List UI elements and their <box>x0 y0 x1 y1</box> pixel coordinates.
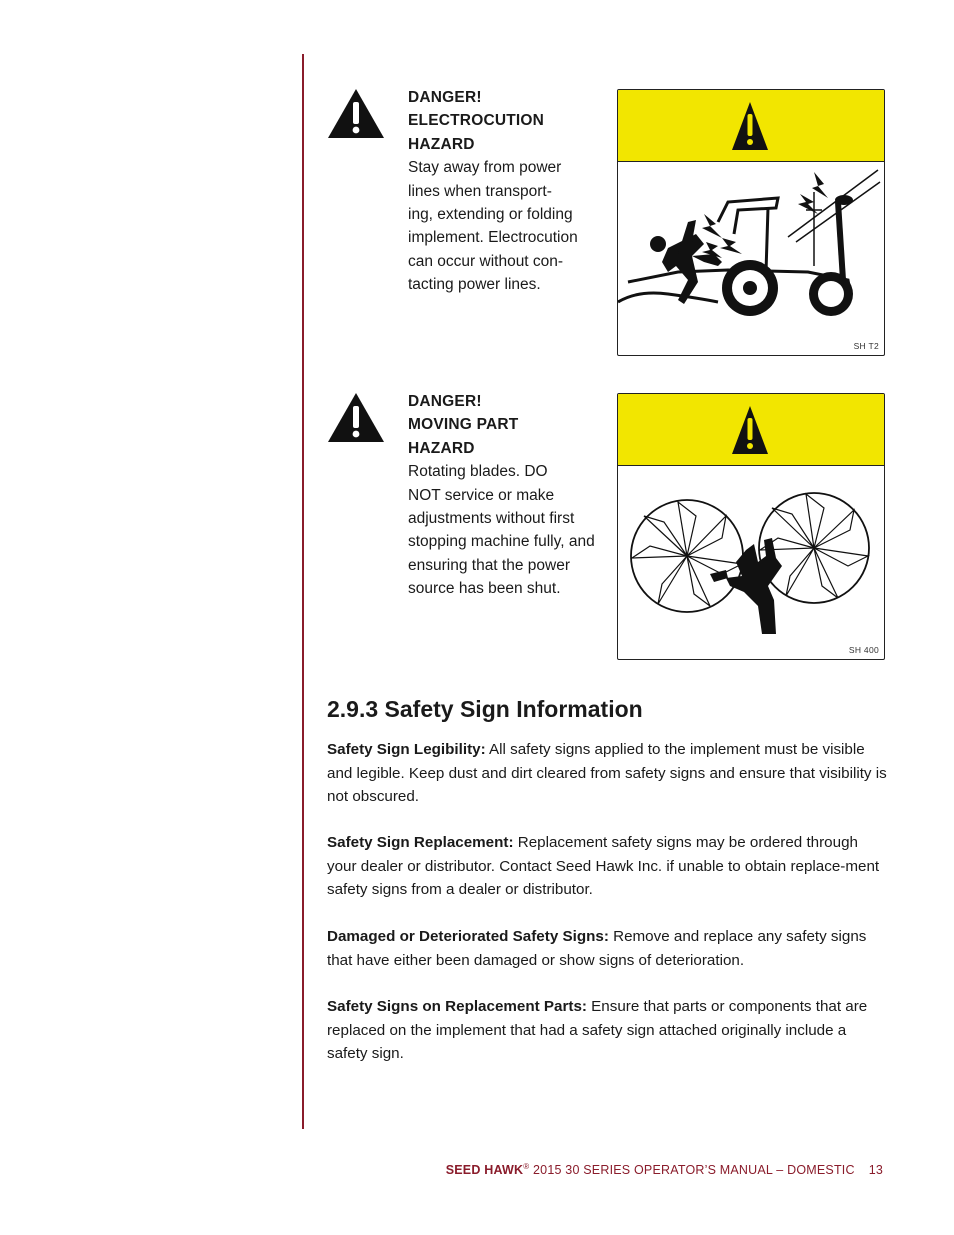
footer-brand: SEED HAWK <box>445 1163 524 1178</box>
hazard-body-line: ing, extending or folding <box>408 206 573 224</box>
hazard-heading-line: HAZARD <box>408 135 475 153</box>
hazard-body-line: adjustments without first <box>408 510 575 528</box>
footer-title: 2015 30 SERIES OPERATOR’S MANUAL – DOMESTIC <box>529 1163 855 1178</box>
margin-rule <box>302 54 304 1129</box>
hazard-body-line: lines when transport- <box>408 182 552 200</box>
paragraph-label: Safety Sign Replacement: <box>327 834 514 851</box>
hazard-heading-line: HAZARD <box>408 439 475 457</box>
hazard-body-line: ensuring that the power <box>408 556 570 574</box>
hazard-heading-line: DANGER! <box>408 89 482 106</box>
sign-banner <box>618 394 884 466</box>
hazard-heading-line: DANGER! <box>408 393 482 410</box>
paragraph-text: Replacement safety signs may be ordered through your dealer or distributor. Contact Seed Hawk Inc. if unable to obtain replace-ment safety signs from a dealer or distributor. <box>327 834 880 899</box>
hazard-body-line: Rotating blades. DO <box>408 463 548 481</box>
sign-code: SH T2 <box>853 341 879 351</box>
hazard-heading-line: ELECTROCUTION <box>408 112 545 130</box>
tractor-power-line-icon <box>618 162 884 354</box>
warning-triangle-icon <box>326 390 386 444</box>
hazard-heading-line: MOVING PART <box>408 416 519 434</box>
hazard-body-line: can occur without con- <box>408 252 564 270</box>
safety-sign-electrocution <box>617 89 885 356</box>
paragraph-text: Ensure that parts or components that are replaced on the implement that had a safety sign attached originally include a safety sign. <box>327 998 868 1063</box>
warning-triangle-icon <box>731 404 769 456</box>
warning-triangle-icon <box>731 100 769 152</box>
paragraph-text: All safety signs applied to the implement must be visible and legible. Keep dust and dirt cleared from safety signs and ensure that visibility is not obscured. <box>327 741 887 806</box>
section-title: 2.9.3 Safety Sign Information <box>327 696 643 722</box>
paragraph-text: Remove and replace any safety signs that have either been damaged or show signs of deterioration. <box>327 928 867 969</box>
page-number: 13 <box>868 1163 883 1178</box>
warning-triangle-icon <box>326 86 386 140</box>
safety-sign-moving-part <box>617 393 885 660</box>
hazard-body-line: Stay away from power <box>408 159 562 177</box>
page-footer <box>446 1162 883 1177</box>
sign-code: SH 400 <box>848 645 879 655</box>
hazard-body-line: implement. Electrocution <box>408 229 578 247</box>
hazard-body-line: stopping machine fully, and <box>408 533 595 551</box>
paragraph-damaged <box>327 925 887 972</box>
registered-mark: ® <box>523 1162 530 1171</box>
sign-banner <box>618 90 884 162</box>
paragraph-label: Safety Signs on Replacement Parts: <box>327 998 587 1015</box>
paragraph-label: Safety Sign Legibility: <box>327 741 486 758</box>
paragraph-label: Damaged or Deteriorated Safety Signs: <box>327 928 609 945</box>
hazard-body-line: source has been shut. <box>408 580 561 598</box>
paragraph-legibility <box>327 738 887 809</box>
paragraph-replacement-parts <box>327 995 887 1066</box>
hazard-body-line: NOT service or make <box>408 486 555 504</box>
sign-pictogram-blades <box>618 466 884 658</box>
sign-pictogram-electrocution <box>618 162 884 354</box>
hazard-body-line: tacting power lines. <box>408 276 541 294</box>
rotating-blades-hand-icon <box>618 466 884 658</box>
paragraph-replacement <box>327 831 887 902</box>
